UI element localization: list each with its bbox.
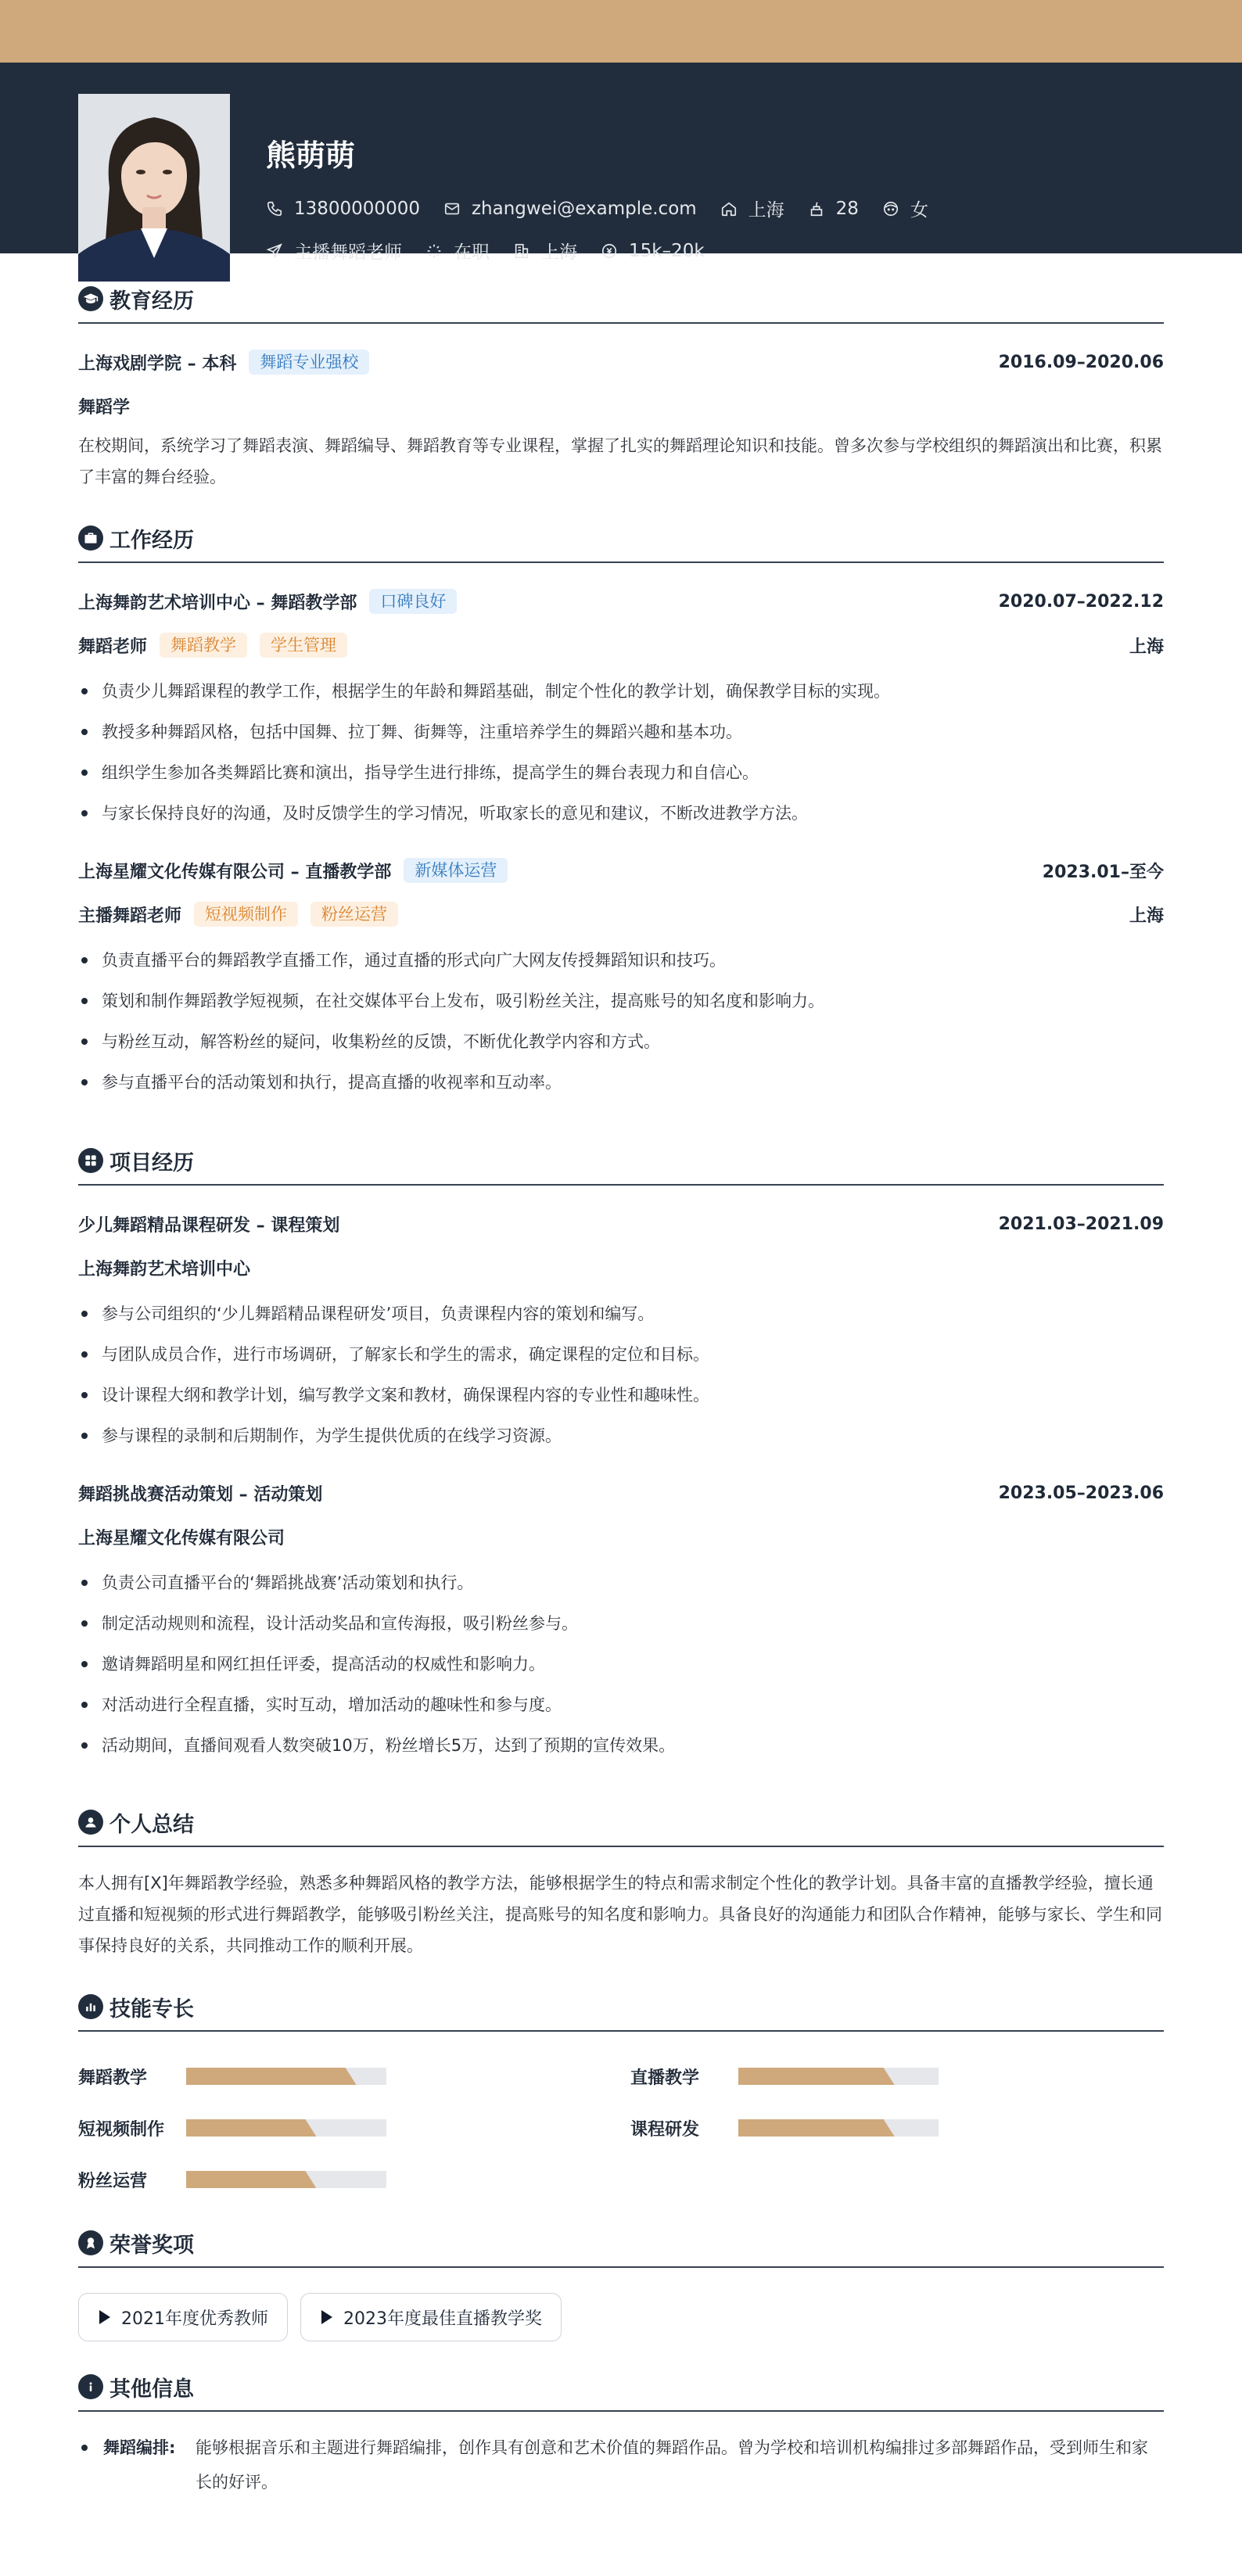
skill-bar <box>738 2119 939 2137</box>
section-title <box>78 2341 1164 2412</box>
phone-icon <box>266 200 283 217</box>
section-title <box>78 253 1164 324</box>
list-item: 与团队成员合作，进行市场调研，了解家长和学生的需求，确定课程的定位和目标。 <box>78 1334 1164 1375</box>
person-face-icon <box>882 200 899 217</box>
list-item: 负责直播平台的舞蹈教学直播工作，通过直播的形式向广大网友传授舞蹈知识和技巧。 <box>78 940 1164 981</box>
section-heading: 工作经历 <box>109 528 194 553</box>
skill-bar-fill <box>186 2119 316 2137</box>
award-text: 2023年度最佳直播教学奖 <box>343 2309 542 2329</box>
list-item: 对活动进行全程直播，实时互动，增加活动的趣味性和参与度。 <box>78 1684 1164 1725</box>
section-title <box>78 1961 1164 2032</box>
list-item: 组织学生参加各类舞蹈比赛和演出，指导学生进行排练，提高学生的舞台表现力和自信心。 <box>78 752 1164 793</box>
work-dates: 2023.01–至今 <box>1042 862 1164 882</box>
company-tag: 新媒体运营 <box>404 858 508 883</box>
grid-icon <box>78 1148 103 1173</box>
project-sub-head <box>78 1254 1164 1281</box>
skill-item <box>630 2065 1164 2088</box>
project-dates: 2021.03–2021.09 <box>998 1214 1164 1234</box>
work-dates: 2020.07–2022.12 <box>998 591 1164 612</box>
skill-name: 短视频制作 <box>78 2119 165 2140</box>
skill-bar-fill <box>738 2119 895 2137</box>
age-text: 28 <box>835 198 859 219</box>
list-item: 参与公司组织的‘少儿舞蹈精品课程研发’项目，负责课程内容的策划和编写。 <box>78 1293 1164 1334</box>
list-item: 与粉丝互动，解答粉丝的疑问，收集粉丝的反馈，不断优化教学内容和方式。 <box>78 1021 1164 1062</box>
project-title: 舞蹈挑战赛活动策划 – 活动策划 <box>78 1484 323 1505</box>
other-section <box>78 2341 1164 2499</box>
other-list <box>78 2431 1164 2499</box>
list-item: 参与课程的录制和后期制作，为学生提供优质的在线学习资源。 <box>78 1415 1164 1456</box>
phone-item <box>266 199 420 219</box>
skill-bar <box>186 2119 386 2137</box>
skill-bar-fill <box>186 2171 316 2188</box>
info-icon <box>78 2374 103 2399</box>
section-heading: 其他信息 <box>109 2377 194 2402</box>
bar-chart-icon <box>78 1994 103 2019</box>
skill-bar-fill <box>738 2068 895 2085</box>
skill-item <box>78 2065 630 2088</box>
work-city: 上海 <box>1129 906 1164 926</box>
resume-header <box>0 63 1242 263</box>
list-item: 活动期间，直播间观看人数突破10万，粉丝增长5万，达到了预期的宣传效果。 <box>78 1725 1164 1766</box>
contact-row <box>266 196 952 221</box>
work-entry-head <box>78 857 1164 884</box>
gender-text: 女 <box>910 200 928 221</box>
projects-section <box>78 1115 1164 1766</box>
section-title <box>78 1115 1164 1186</box>
location-item <box>720 196 784 221</box>
skill-item <box>78 2116 630 2140</box>
graduation-cap-icon <box>78 286 103 311</box>
summary-text: 本人拥有[X]年舞蹈教学经验，熟悉多种舞蹈风格的教学方法，能够根据学生的特点和需求制定个性化的教学计划。具备丰富的直播教学经验，擅长通过直播和短视频的形式进行舞蹈教学，能够吸引粉丝关注，提高账号的知名度和影响力。具备良好的沟通能力和团队合作精神，能够与家长、学生和同事保持良好的关系，共同推动工作的顺利开展。 <box>78 1874 1162 1955</box>
cake-icon <box>808 200 825 217</box>
user-icon <box>78 1810 103 1835</box>
list-item: 邀请舞蹈明星和网红担任评委，提高活动的权威性和影响力。 <box>78 1644 1164 1684</box>
company-name: 上海舞韵艺术培训中心 – 舞蹈教学部 <box>78 593 357 613</box>
status-text: 在职 <box>454 242 490 263</box>
award-text: 2021年度优秀教师 <box>121 2309 268 2329</box>
skill-tag: 短视频制作 <box>194 902 298 927</box>
target-role-text: 主播舞蹈老师 <box>294 242 402 263</box>
list-item: 制定活动规则和流程，设计活动奖品和宣传海报，吸引粉丝参与。 <box>78 1603 1164 1644</box>
project-org: 上海星耀文化传媒有限公司 <box>78 1528 285 1548</box>
skill-tag: 学生管理 <box>260 633 347 658</box>
skill-name: 舞蹈教学 <box>78 2068 148 2088</box>
education-description: 在校期间，系统学习了舞蹈表演、舞蹈编导、舞蹈教育等专业课程，掌握了扎实的舞蹈理论知识和技能。曾多次参与学校组织的舞蹈演出和比赛，积累了丰富的舞台经验。 <box>78 436 1162 486</box>
major: 舞蹈学 <box>78 397 131 418</box>
work-bullets <box>78 671 1164 834</box>
project-entry-head <box>78 1480 1164 1506</box>
skill-name: 课程研发 <box>630 2119 700 2140</box>
skills-section <box>78 1961 1164 2191</box>
project-bullets <box>78 1293 1164 1456</box>
skill-bar <box>186 2068 386 2085</box>
awards-list <box>78 2293 1164 2341</box>
salary-text: 15k–20k <box>629 240 705 261</box>
school-name: 上海戏剧学院 – 本科 <box>78 353 237 374</box>
work-sub-head <box>78 901 1164 927</box>
project-title: 少儿舞蹈精品课程研发 – 课程策划 <box>78 1215 340 1236</box>
education-sub-head <box>78 393 1164 419</box>
candidate-name: 熊萌萌 <box>266 138 356 173</box>
project-bullets <box>78 1562 1164 1766</box>
skill-bar <box>738 2068 939 2085</box>
other-item <box>78 2431 1164 2499</box>
section-heading: 教育经历 <box>109 289 194 314</box>
award-badge <box>300 2293 562 2341</box>
work-bullets <box>78 940 1164 1103</box>
age-item <box>808 199 859 219</box>
list-item: 参与直播平台的活动策划和执行，提高直播的收视率和互动率。 <box>78 1062 1164 1103</box>
work-entry-head <box>78 588 1164 615</box>
project-sub-head <box>78 1523 1164 1550</box>
skill-item <box>630 2116 1164 2140</box>
summary-section <box>78 1777 1164 1961</box>
section-heading: 个人总结 <box>109 1812 194 1837</box>
skill-tag: 粉丝运营 <box>310 902 398 927</box>
section-title <box>78 1777 1164 1847</box>
award-icon <box>78 2230 103 2255</box>
education-dates: 2016.09–2020.06 <box>998 352 1164 372</box>
header-top-band <box>0 0 1242 63</box>
project-dates: 2023.05–2023.06 <box>998 1483 1164 1503</box>
skill-tag: 舞蹈教学 <box>160 633 247 658</box>
home-icon <box>720 200 738 217</box>
award-badge <box>78 2293 288 2341</box>
section-heading: 荣誉奖项 <box>109 2233 194 2258</box>
position: 主播舞蹈老师 <box>78 906 182 926</box>
position: 舞蹈老师 <box>78 637 148 657</box>
other-label: 舞蹈编排: <box>103 2438 176 2457</box>
skills-grid <box>78 2065 1164 2191</box>
work-section <box>78 493 1164 1103</box>
email-text: zhangwei@example.com <box>471 198 697 219</box>
project-org: 上海舞韵艺术培训中心 <box>78 1259 251 1279</box>
skill-item <box>78 2168 630 2191</box>
triangle-icon <box>99 2310 110 2324</box>
list-item: 策划和制作舞蹈教学短视频，在社交媒体平台上发布，吸引粉丝关注，提高账号的知名度和影响力。 <box>78 981 1164 1021</box>
target-city-text: 上海 <box>541 242 577 263</box>
location-text: 上海 <box>748 200 784 221</box>
other-text: 能够根据音乐和主题进行舞蹈编排，创作具有创意和艺术价值的舞蹈作品。曾为学校和培训机构编排过多部舞蹈作品，受到师生和家长的好评。 <box>196 2438 1148 2492</box>
school-tag: 舞蹈专业强校 <box>249 350 369 375</box>
phone-text: 13800000000 <box>294 198 420 219</box>
skill-bar-fill <box>186 2068 357 2085</box>
awards-section <box>78 2197 1164 2341</box>
section-heading: 技能专长 <box>109 1997 194 2022</box>
mail-icon <box>443 200 461 217</box>
skill-bar <box>186 2171 386 2188</box>
triangle-icon <box>321 2310 332 2324</box>
email-item <box>443 199 697 219</box>
list-item: 与家长保持良好的沟通，及时反馈学生的学习情况，听取家长的意见和建议，不断改进教学方法。 <box>78 793 1164 834</box>
briefcase-icon <box>78 526 103 551</box>
resume-body <box>78 253 1164 2499</box>
section-title <box>78 2197 1164 2268</box>
list-item: 负责少儿舞蹈课程的教学工作，根据学生的年龄和舞蹈基础，制定个性化的教学计划，确保教学目标的实现。 <box>78 671 1164 712</box>
list-item: 负责公司直播平台的‘舞蹈挑战赛’活动策划和执行。 <box>78 1562 1164 1603</box>
education-section <box>78 253 1164 493</box>
company-name: 上海星耀文化传媒有限公司 – 直播教学部 <box>78 862 392 882</box>
list-item: 教授多种舞蹈风格，包括中国舞、拉丁舞、街舞等，注重培养学生的舞蹈兴趣和基本功。 <box>78 712 1164 752</box>
section-heading: 项目经历 <box>109 1150 194 1175</box>
education-entry-head <box>78 349 1164 375</box>
section-title <box>78 493 1164 563</box>
skill-name: 直播教学 <box>630 2068 700 2088</box>
project-entry-head <box>78 1211 1164 1237</box>
work-sub-head <box>78 632 1164 658</box>
gender-item <box>882 196 928 221</box>
work-city: 上海 <box>1129 637 1164 657</box>
company-tag: 口碑良好 <box>369 589 457 614</box>
list-item: 设计课程大纲和教学计划，编写教学文案和教材，确保课程内容的专业性和趣味性。 <box>78 1375 1164 1415</box>
skill-name: 粉丝运营 <box>78 2171 148 2191</box>
